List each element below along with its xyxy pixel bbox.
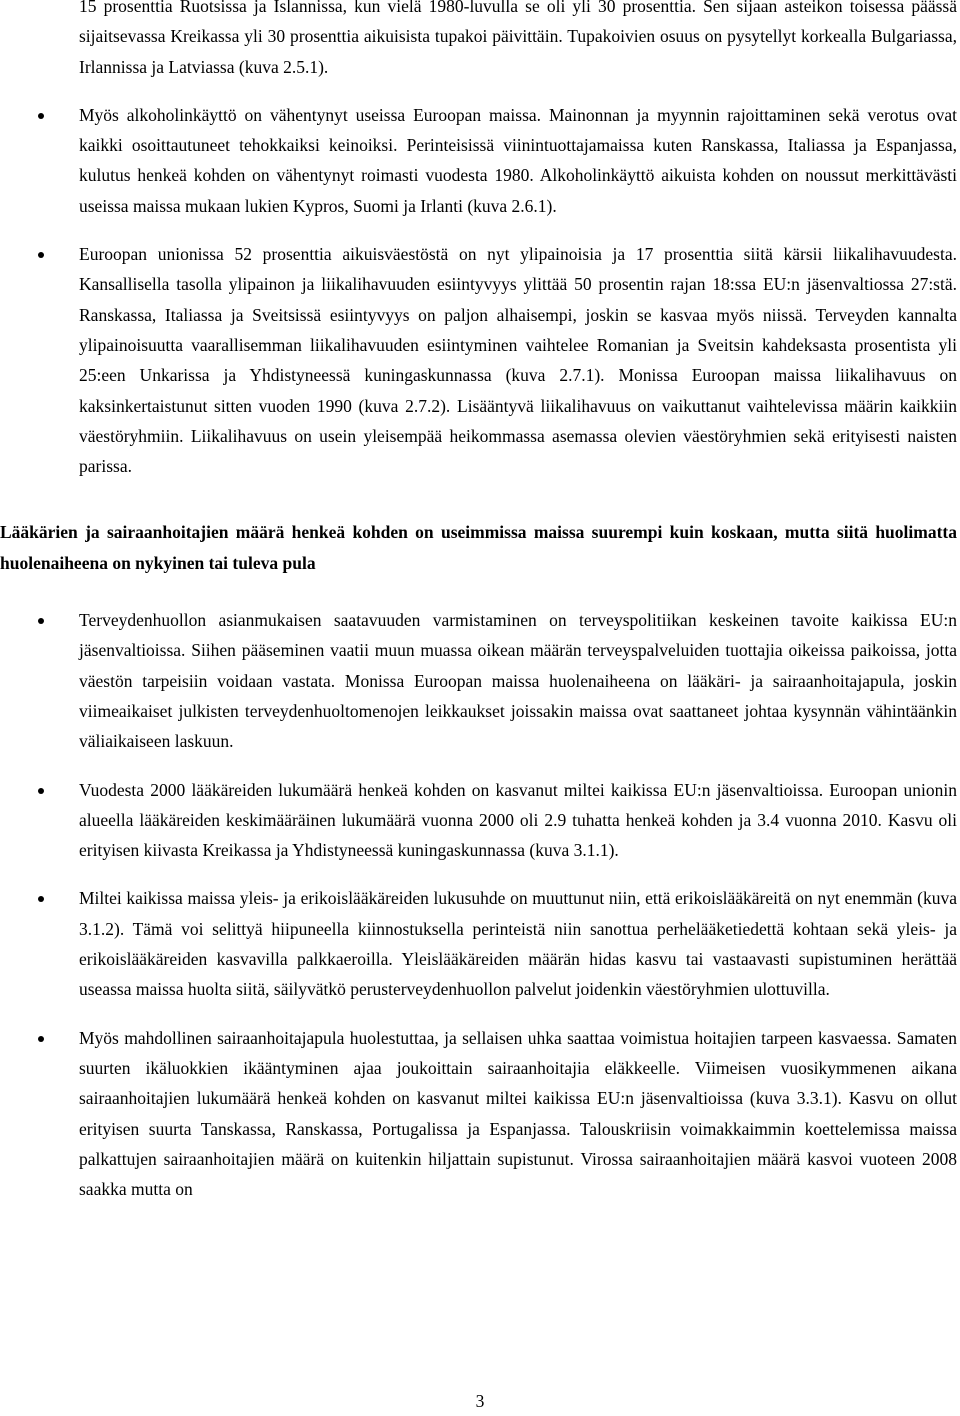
bullet-icon — [38, 1036, 44, 1042]
bullet-text: Myös mahdollinen sairaanhoitajapula huolestuttaa, ja sellaisen uhka saattaa voimistua hoitajien tarpeen kasvaessa. Samaten suurten ikäluokkien ikääntyminen ajaa joukoittain sairaanhoitajia eläkkeelle. Viimeisen vuosikymmenen aikana sairaanhoitajien lukumäärä henkeä kohden on kasvanut miltei kaikissa EU:n jäsenvaltioissa (kuva 3.3.1). Kasvu on ollut erityisen suurta Tanskassa, Ranskassa, Portugalissa ja Espanjassa. Talouskriisin voimakkaimmin koettelemissa maissa palkattujen sairaanhoitajien määrä on kuitenkin hiljattain supistunut. Virossa sairaanhoitajien määrä kasvoi vuoteen 2008 saakka mutta on — [79, 1027, 957, 1200]
bullet-paragraph-specialists — [0, 883, 957, 1004]
continuation-paragraph: 15 prosenttia Ruotsissa ja Islannissa, kun vielä 1980-luvulla se oli yli 30 prosenttia. Sen sijaan asteikon toisessa päässä sijaitsevassa Kreikassa yli 30 prosenttia aikuisista tupakoi päivittäin. Tupakoivien osuus on pysytellyt korkealla Bulgariassa, Irlannissa ja Latviassa (kuva 2.5.1). — [79, 0, 957, 77]
bullet-text: Euroopan unionissa 52 prosenttia aikuisväestöstä on nyt ylipainoisia ja 17 prosenttia siitä kärsii liikalihavuudesta. Kansallisella tasolla ylipainon ja liikalihavuuden esiintyvyys ylittää 50 prosentin rajan 18:ssa EU:n jäsenvaltiossa 27:stä. Ranskassa, Italiassa ja Sveitsissä esiintyvyys on paljon alhaisempi, joskin se kasvaa myös niissä. Terveyden kannalta ylipainoisuutta vaarallisemman liikalihavuuden esiintyminen vaihtelee Romanian ja Sveitsin kahdeksasta prosentista yli 25:een Unkarissa ja Yhdistyneessä kuningaskunnassa (kuva 2.7.1). Monissa Euroopan maissa liikalihavuus on kaksinkertaistunut sitten vuoden 1990 (kuva 2.7.2). Lisääntyvä liikalihavuus on vaikuttanut vaihtelevissa määrin kaikkiin väestöryhmiin. Liikalihavuus on usein yleisempää heikommassa asemassa olevien väestöryhmien sekä erityisesti naisten parissa. — [79, 244, 957, 477]
bullet-icon — [38, 252, 44, 258]
bullet-text: Myös alkoholinkäyttö on vähentynyt useissa Euroopan maissa. Mainonnan ja myynnin rajoittaminen sekä verotus ovat kaikki osoittautuneet tehokkaiksi keinoiksi. Perinteisissä viinintuottajamaissa kuten Ranskassa, Italiassa ja Espanjassa, kulutus henkeä kohden on vähentynyt roimasti vuodesta 1980. Alkoholinkäyttö aikuista kohden on noussut merkittävästi useissa maissa mukaan lukien Kypros, Suomi ja Irlanti (kuva 2.6.1). — [79, 104, 957, 216]
bullet-paragraph-access — [0, 605, 957, 756]
page-number: 3 — [475, 1391, 485, 1411]
bullet-paragraph-nurses — [0, 1023, 957, 1205]
bullet-icon — [38, 113, 44, 119]
bullet-icon — [38, 788, 44, 794]
bullet-text: Vuodesta 2000 lääkäreiden lukumäärä henkeä kohden on kasvanut miltei kaikissa EU:n jäsenvaltioissa. Euroopan unionin alueella lääkäreiden keskimääräinen lukumäärä vuonna 2000 oli 2.9 tuhatta henkeä kohden ja 3.4 vuonna 2010. Kasvu oli erityisen kiivasta Kreikassa ja Yhdistyneessä kuningaskunnassa (kuva 3.1.1). — [79, 779, 957, 861]
bullet-paragraph-alcohol — [0, 100, 957, 221]
bullet-paragraph-doctors — [0, 775, 957, 866]
bullet-text: Terveydenhuollon asianmukaisen saatavuuden varmistaminen on terveyspolitiikan keskeinen tavoite kaikissa EU:n jäsenvaltioissa. Siihen pääseminen vaatii muun muassa oikean määrän terveyspalveluiden tuottajia oikeissa paikoissa, jotta väestön tarpeisiin voidaan vastata. Monissa Euroopan maissa huolenaiheena on lääkäri- ja sairaanhoitajapula, joskin viimeaikaiset julkisten terveydenhuoltomenojen leikkaukset joissakin maissa ovat saattaneet johtaa kysynnän vähintäänkin väliaikaiseen laskuun. — [79, 610, 957, 752]
bullet-icon — [38, 618, 44, 624]
bullet-paragraph-obesity — [0, 239, 957, 481]
bullet-icon — [38, 896, 44, 902]
section-heading: Lääkärien ja sairaanhoitajien määrä henkeä kohden on useimmissa maissa suurempi kuin koskaan, mutta siitä huolimatta huolenaiheena on nykyinen tai tuleva pula — [0, 522, 957, 573]
bullet-text: Miltei kaikissa maissa yleis- ja erikoislääkäreiden lukusuhde on muuttunut niin, että erikoislääkäreitä on nyt enemmän (kuva 3.1.2). Tämä voi selittyä hiipuneella kiinnostuksella perinteistä niin sanottua perhelääketiedettä kohtaan sekä yleis- ja erikoislääkäreiden kasvavilla palkkaeroilla. Yleislääkäreiden määrän hidas kasvu tai vastaavasti supistuminen herättää useassa maissa huolta siitä, säilyvätkö perusterveydenhuollon palvelut joidenkin väestöryhmien ulottuvilla. — [79, 888, 957, 1000]
